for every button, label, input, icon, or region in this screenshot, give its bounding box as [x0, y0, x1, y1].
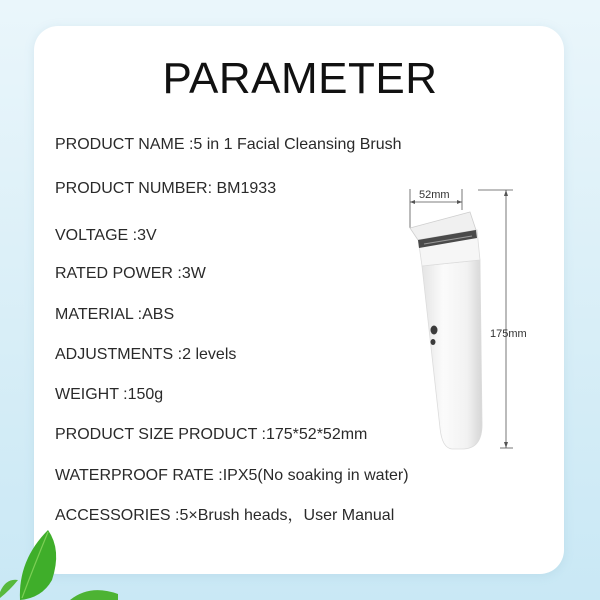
spec-product-number: PRODUCT NUMBER: BM1933 [55, 180, 277, 197]
spec-product-size: PRODUCT SIZE PRODUCT :175*52*52mm [55, 426, 368, 443]
spec-weight: WEIGHT :150g [55, 386, 164, 403]
height-dimension-label: 175mm [490, 328, 527, 340]
spec-voltage: VOLTAGE :3V [55, 227, 157, 244]
spec-product-name: PRODUCT NAME :5 in 1 Facial Cleansing Brush [55, 136, 402, 153]
width-dimension-label: 52mm [419, 189, 450, 201]
spec-waterproof-rate: WATERPROOF RATE :IPX5(No soaking in water) [55, 467, 409, 484]
product-illustration [380, 170, 560, 470]
spec-accessories: ACCESSORIES :5×Brush heads，User Manual [55, 507, 395, 524]
page-title: PARAMETER [162, 54, 438, 103]
spec-material: MATERIAL :ABS [55, 306, 175, 323]
cleansing-brush-image [410, 212, 482, 449]
height-dimension [478, 190, 513, 448]
spec-adjustments: ADJUSTMENTS :2 levels [55, 346, 237, 363]
spec-rated-power: RATED POWER :3W [55, 265, 206, 282]
leaf-decoration [0, 520, 120, 600]
